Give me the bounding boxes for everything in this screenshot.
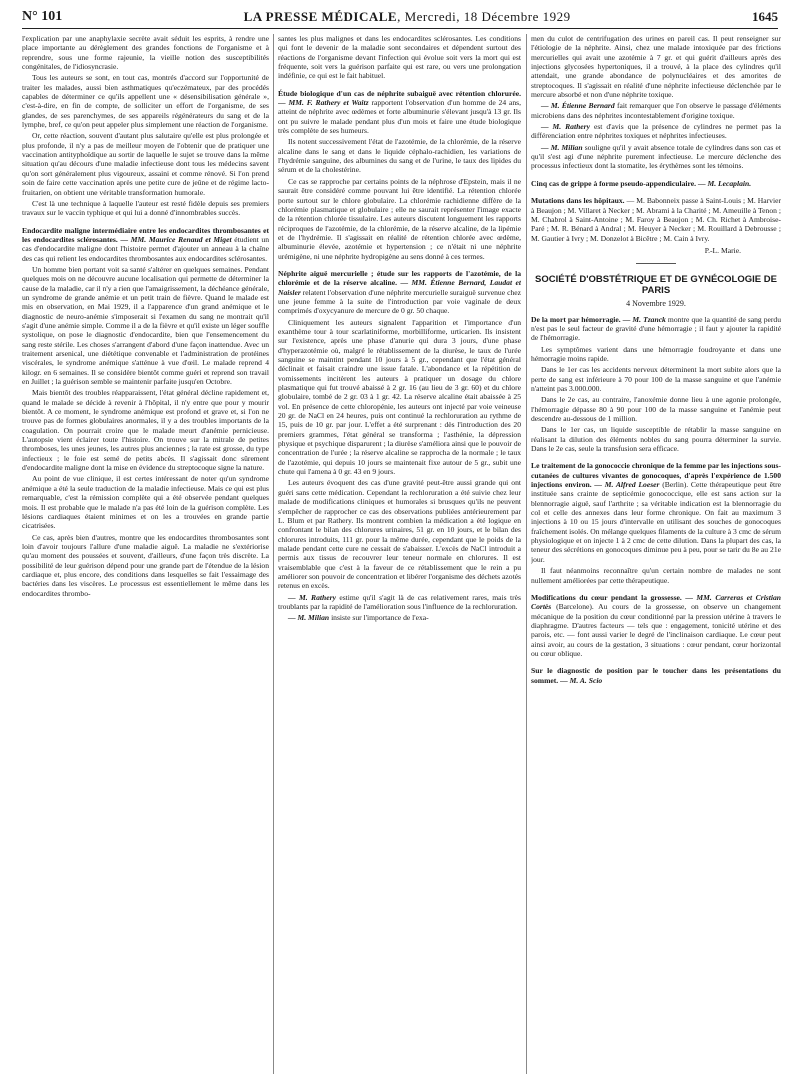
paragraph: Au point de vue clinique, il est certes intéressant de noter qu'un syndrome anémique a été la seule traduction de la maladie infectieuse. Mais ce qui est plus remarquable, c'est la rémission complète qui a été observée pendant quelques mois. Il est probable que le malade n'a pas été loin de la guérison complète. Les lésions cardiaques étaient minimes et on les a trouvées en grande partie cicatrisées. [22,474,269,531]
article-text: montre que la quantité de sang perdu n'est pas le seul facteur de gravité d'une hémorragie ; il faut y ajouter la rapidité de l'hémorragie. [531,314,781,343]
column-3 [531,34,781,1074]
article-heading: Le traitement de la gonococcie chronique de la femme par les injections sous-cutanées de cultures vivantes de gonocoques, d'après l'expérience de 1.500 injections environ. [531,461,781,490]
paragraph: Dans le 2e cas, au contraire, l'anoxémie donne lieu à une agonie prolongée, l'hémorragie dépasse 80 à 90 pour 100 de la masse sanguine et l'anémie peut descendre au-dessous de 1 million. [531,395,781,423]
remark-text: fait remarquer que l'on observe le passage d'éléments microbiens dans des néphrites incontestablement d'origine toxique. [531,101,781,120]
speaker: — M. Étienne Bernard [541,101,615,111]
article-authors: — M. Lecaplain. [697,178,752,188]
remark-text: estime qu'il s'agit là de cas relativement rares, mais très troublants par la rapidité de l'amélioration sous l'influence de la rechloruration. [278,592,521,611]
paragraph: Ce cas, après bien d'autres, montre que les endocardites thrombosantes sont loin d'avoir toujours l'allure d'une maladie aiguë. La maladie ne s'extériorise qu'au moment des poussées et souvent, d'ailleurs, d'une façon très discrète. La possibilité de leur guérison dépend pour une grande part de l'étendue de la lésion cardiaque et, plus encore, des conditions dans lesquelles se fait l'essaimage des bactéries dans les viscères. Le processus est essentiellement le même dans les endocardites thrombo- [22,532,269,598]
paragraph: Un homme bien portant voit sa santé s'altérer en quelques semaines. Pendant quelques mois on ne découvre aucune localisation qui permette de déterminer la cause de la maladie, car il n'y a rien que l'amaigrissement, la déchéance générale, un syndrome de grande anémie et un petit train de fièvre. Quand le malade est mis en observation, en Mai 1929, il a l'apparence d'un grand anémique et le diagnostic de neuro-anémie s'imposerait si l'examen du sang ne montrait qu'il s'agit d'une anémie simple. Comme il a de la fièvre et qu'il existe un léger souffle systolique, on pose le diagnostic d'endocardite, bien que l'ensemencement du sang reste stérile. Les choses s'arrangent d'abord d'une façon inattendue. Avec un traitement arsenical, une diététique convenable et l'administration de protéines viscérales, le syndrome anémique s'atténue à vue d'œil. Le malade reprend 4 kilogr. en 6 semaines. Il se considère bientôt comme guéri et reprend son travail en Juillet ; la guérison semble se maintenir parfaite jusqu'en Octobre. [22,264,269,387]
article-heading: Mutations dans les hôpitaux. [531,196,625,206]
paragraph: C'est là une technique à laquelle l'auteur est resté fidèle depuis ses premiers travaux sur le vaccin typhique et qui lui a donné d'innombrables succès. [22,198,269,218]
speaker: — M. Rathery [288,592,336,602]
article-heading: De la mort par hémorragie. [531,314,621,324]
paragraph: Les symptômes varient dans une hémorragie foudroyante et dans une hémorragie moins rapide. [531,344,781,363]
article-text: relatent l'observation d'une néphrite mercurielle suraiguë survenue chez une jeune femme à la suite de l'introduction par voie vaginale de deux comprimés d'oxycyanure de mercure de 0 gr. 50 chaque. [278,287,521,316]
article-nephrite-subaigue [278,89,521,136]
article-text: — M. Babonneix passe à Saint-Louis ; M. Harvier à Beaujon ; M. Villaret à Necker ; M. Abrami à la Charité ; M. Ameuille à Tenon ; M. Chabrol à Saint-Antoine ; M. Faroy à Beaujon ; M. Ch. Richet à Ambroise-Paré ; M. R. Bénard à Andral ; M. Heuyer à Necker ; M. Rouillard à Debrousse ; M. Gautier à Ivry ; M. Donzelot à Bicêtre ; M. Cain à Ivry. [531,196,781,243]
paragraph: Or, cette réaction, souvent d'autant plus salutaire qu'elle est plus prolongée et plus profonde, il n'y a pas de meilleur moyen de l'obtenir que de pratiquer une vaccination antityphoïdique au sortir de laquelle le sujet se trouve dans la même situation qu'au décours d'une maladie infectieuse dont tous les médecins savent qu'on sort généralement plus vigoureux, assaini et comme rénové. Si l'on prend soin de faire cette vaccination après une petite cure de jeûne et de régime lacto-fruitarien, on obtient une véritable transformation humorale. [22,131,269,197]
signature: P.-L. Marie. [704,245,741,255]
article-heading: Étude biologique d'un cas de néphrite subaiguë avec rétention chlorurée. [278,88,521,98]
article-hemorragie [531,315,781,343]
society-title: SOCIÉTÉ D'OBSTÉTRIQUE ET DE GYNÉCOLOGIE DE PARIS [535,274,777,297]
issue-number: N° 101 [22,9,63,24]
remark-text: insiste sur l'importance de l'exa- [331,613,429,623]
article-heading: Sur le diagnostic de position par le toucher dans les présentations du sommet. [531,666,781,685]
page-header [22,8,778,26]
paragraph [278,613,521,622]
paragraph: Dans le 1er cas les accidents nerveux déterminent la mort subite alors que la perte de sang est inférieure à 70 pour 100 de la masse sanguine et que l'anémie n'atteint pas 3.000.000. [531,365,781,393]
paragraph: santes les plus malignes et dans les endocardites sclérosantes. Les conditions qui font le devenir de la maladie sont secondaires et dépendent surtout des réactions de l'organisme devant l'infection qui évolue soit vers la mort qui est fréquente, soit vers la guérison parfaite qui est rare, ou vers une prolongation indéfinie, ce qui est le fait habituel. [278,34,521,81]
issue-date: , Mercredi, 18 Décembre 1929 [397,9,571,24]
speaker: — M. Milian [541,142,583,152]
article-heading: Cinq cas de grippe à forme pseudo-appendiculaire. [531,178,697,188]
article-authors: — MM. F. Rathery et Waitz [278,98,369,108]
column-1 [22,34,269,1074]
remark-text: est d'avis que la présence de cylindres ne permet pas la différenciation entre néphrites toxiques et néphrites infectieuses. [531,122,781,141]
article-text: (Barcelone). Au cours de la grossesse, on observe un changement mécanique de la position du cœur conditionné par la pression utérine à travers le diaphragme. D'autres facteurs — tels que : engagement, tonicité utérine et des parois, etc. — font aussi varier le degré de l'inclinaison cardiaque. Le cœur peut ainsi avoir, au cours de la gestation, 3 situations : cœur pendant, cœur horizontal ou cœur oblique. [531,602,781,658]
column-divider [526,34,527,1074]
paragraph: men du culot de centrifugation des urines en pareil cas. Il peut renseigner sur l'étiologie de la néphrite. Ainsi, chez une malade intoxiquée par des frictions mercurielles qui avait une azotémie à 7 gr. et qui guérit d'ailleurs après des injections glycosées hypertoniques, il a trouvé, à la place des cylindres qu'il attendait, une grande abondance de polynucléaires et des amorites de streptocoques. Il s'agissait en réalité d'une néphrite infectieuse déclenchée par le mercure absorbé et non d'une néphrite toxique. [531,34,781,100]
article-text: rapportent l'observation d'un homme de 24 ans, atteint de néphrite avec œdèmes et forte albuminurie s'élevant jusqu'à 13 gr. Ils ont pu suivre le malade pendant plus d'un mois et faire une étude biologique très complète de ses humeurs. [278,98,521,136]
article-authors: — M. Tzanck [622,314,666,324]
article-authors: — MM. Étienne Bernard, Laudat et Naisler [278,278,521,297]
paragraph [531,101,781,120]
article-authors: — MM. Carreras et Cristian Cortès [531,592,781,612]
paragraph: Cliniquement les auteurs signalent l'apparition et l'importance d'un exanthème tour à tour scarlatiniforme, morbilliforme, urticarien. Ils insistent sur l'existence, après une phase d'anurie qui dura 3 jours, d'une phase d'hyperazotémie où, malgré le rétablissement de la diurèse, le taux de l'urée sanguine se maintint pendant 10 jours à 5 gr., cependant que l'état général déclinait et faisait craindre une issue fatale. L'abondance et la répétition de vomissements incitèrent les auteurs à pratiquer un dosage du chlore plasmatique qui fut trouvé abaissé à 2 gr. 16 (au lieu de 3 gr. 60) et du chlore globulaire, tombé de 2 gr. 03 à 1 gr. 42. La réserve alcaline était abaissée à 25 vol. En présence de cette chloropénie, les auteurs ont injecté par voie veineuse 20 gr. de NaCl en 24 heures, puis ont continué la rechloruration au rythme de 15, puis de 10 gr. par jour. L'effet a été surprenant : dès l'introduction des 20 premiers grammes, l'état général se transforma ; l'asthénie, la dépression physique et psychique disparurent ; la diurèse s'améliora ainsi que le pouvoir de concentration de l'urée ; la réserve alcaline se rapprocha de la normale ; le taux de l'azotémie, qui depuis 10 jours se maintenait fixe autour de 5 gr., subit une chute qui l'amena à 0 gr. 43 en 9 jours. [278,317,521,477]
paragraph: l'explication par une anaphylaxie secrète avait séduit les esprits, à rendre une place importante au dérèglement des grandes fonctions de l'organisme et à reprendre, sous une forme rajeunie, la vieille notion des susceptibilités congénitales, de l'idiosyncrasie. [22,34,269,72]
article-endocardite [22,226,269,263]
article-gonococcie [531,461,781,564]
article-grippe [531,179,781,188]
speaker: — M. Milian [288,613,330,623]
journal-title [244,9,571,25]
paragraph: Ce cas se rapproche par certains points de la néphrose d'Epstein, mais il ne saurait être considéré comme pouvant lui être identifié. La rétention chlorée porte surtout sur le chlore globulaire. La chlorémie rachidienne diffère de la chlorémie plasmatique et globulaire ; elle ne saurait représenter l'image exacte de la rétention chlorée tissulaire. Les auteurs discutent longuement les rapports réciproques de l'azotémie, de la chlorémie, de la réserve alcaline, de la lipémie et de l'hydrémie. Il s'agissait en réalité de rétention chlorée avec œdème, albuminurie élevée, azotémie et hypertension ; ce n'était ni une néphrite urémigène, ni une néphrite hydropigène au sens donné à ces termes. [278,176,521,261]
article-text: étudient un cas d'endocardite maligne dont l'histoire permet d'ajouter un anneau à la chaîne des cas qui relient les endocardites thrombosantes aux endocardites sclérosantes. [22,234,269,263]
paragraph: Tous les auteurs se sont, en tout cas, montrés d'accord sur l'opportunité de traiter les malades, aussi bien asthmatiques qu'eczémateux, par des procédés capables de déterminer ce qu'ils appellent une « désensibilisation générale », c'est-à-dire, en fin de compte, de solliciter un effort de l'organisme, de ses glandes, de ses parenchymes, de ses appareils régénérateurs du sang et de la lymphe, bref, ce qu'on peut appeler plus simplement une réaction de l'organisme. [22,73,269,130]
paragraph [278,593,521,612]
article-diagnostic-position [531,666,781,685]
paragraph: Ils notent successivement l'état de l'azotémie, de la chlorémie, de la réserve alcaline dans le sang et dans le liquide céphalo-rachidien, les variations de l'hydrémie sanguine, des albumines du sang et de l'urine, le taux des lipides du sérum et de la cholestérine. [278,137,521,175]
column-2 [278,34,521,1074]
remark-text: souligne qu'il y avait absence totale de cylindres dans son cas et qu'il s'est agi d'une néphrite purement infectieuse. Le mercure déclenche des processus infectieux dont la stomatite, les érythèmes sont les témoins. [531,142,781,171]
paragraph [531,143,781,171]
article-authors: — M. A. Scio [560,675,603,685]
article-nephrite-mercurielle [278,269,521,316]
society-date: 4 Novembre 1929. [626,299,686,309]
article-heading: Endocardite maligne intermédiaire entre les endocardites thrombosantes et les endocardites sclérosantes. [22,225,269,244]
page-number: 1645 [751,9,778,24]
article-mutations [531,196,781,243]
paragraph: Dans le 1er cas, un liquide susceptible de rétablir la masse sanguine en réalisant la dilution des éléments nobles du sang pourra déterminer la survie. Dans le 2e cas, seule la transfusion sera efficace. [531,425,781,454]
paragraph: Il faut néanmoins reconnaître qu'un certain nombre de malades ne sont nullement améliorées par cette thérapeutique. [531,566,781,585]
article-heading: Modifications du cœur pendant la grossesse. [531,592,682,602]
paragraph: Les auteurs évoquent des cas d'une gravité peut-être aussi grande qui ont guéri sans cette médication. Cependant la rechloruration a été suivie chez leur malade de modifications cliniques et humorales si brusques qu'ils ne peuvent s'empêcher de rapprocher ce cas des observations publiées antérieurement par L. Blum et par Rathery. Ils montrent combien la médication a été logique en confrontant le bilan des chlorures urinaires, 51 gr. en 10 jours, et le bilan des chlorures introduits, 111 gr. pour la même durée, cependant que le poids de la malade pendant cette cure ne cessait de s'abaisser. L'excès de NaCl introduit a permis aux tissus de recouvrer leur teneur normale en chlorures. Il est vraisemblable que c'est à la faveur de ce rétablissement que le rein a pu améliorer son pouvoir de concentration et libérer l'organisme des déchets azotés retenus en excès. [278,478,521,591]
article-text: (Berlin). Cette thérapeutique peut être instituée sans crainte de septicémie gonococcique, elle est sans action sur la blennorragie aiguë, sauf l'arthrite ; sa véritable indication est la blennorragie du col et celle des annexes dans leur forme chronique. On fait au maximum 3 injections à 10 ou 15 jours d'intervalle en utilisant des souches de gonocoques fraîchement isolés. On mélange quelques filaments de la culture à 3 cmc de sérum physiologique et on injecte 1 à 2 cmc de cette dilution. Dans la plupart des cas, la teneur des sécrétions en gonocoques diminue peu à peu, pour se tarir du 8e au 21e jour. [531,480,781,564]
section-rule [636,263,676,264]
header-rule [22,28,778,29]
journal-name: LA PRESSE MÉDICALE [243,9,398,24]
column-divider [273,34,274,1074]
paragraph: Mais bientôt des troubles réapparaissent, l'état général décline rapidement et, quand le malade se décide à revenir à l'hôpital, il n'y entre que pour y mourir bientôt. A ce moment, le syndrome anémique est profond et grave et, si l'on ne trouve pas de formes globulaires anormales, il y a des troubles importants de la coagulation. On pourrait croire que le malade meurt d'anémie pernicieuse. L'autopsie vient éclairer toute l'histoire. On trouve sur la mitrale de petites thromboses, les unes jeunes, les autres plus anciennes ; la rate est grosse, du type infectieux ; le foie est semé de petits abcès. Il s'agissait donc sûrement d'endocardite maligne dont la mise en évidence du streptocoque signe la nature. [22,388,269,473]
speaker: — M. Rathery [541,122,591,132]
article-coeur-grossesse [531,593,781,658]
article-authors: — MM. Maurice Renaud et Miget [120,234,232,244]
article-heading: Néphrite aiguë mercurielle ; étude sur les rapports de l'azotémie, de la chlorémie et de la réserve alcaline. [278,268,521,288]
paragraph [531,122,781,141]
article-authors: — M. Alfred Loeser [594,480,660,490]
